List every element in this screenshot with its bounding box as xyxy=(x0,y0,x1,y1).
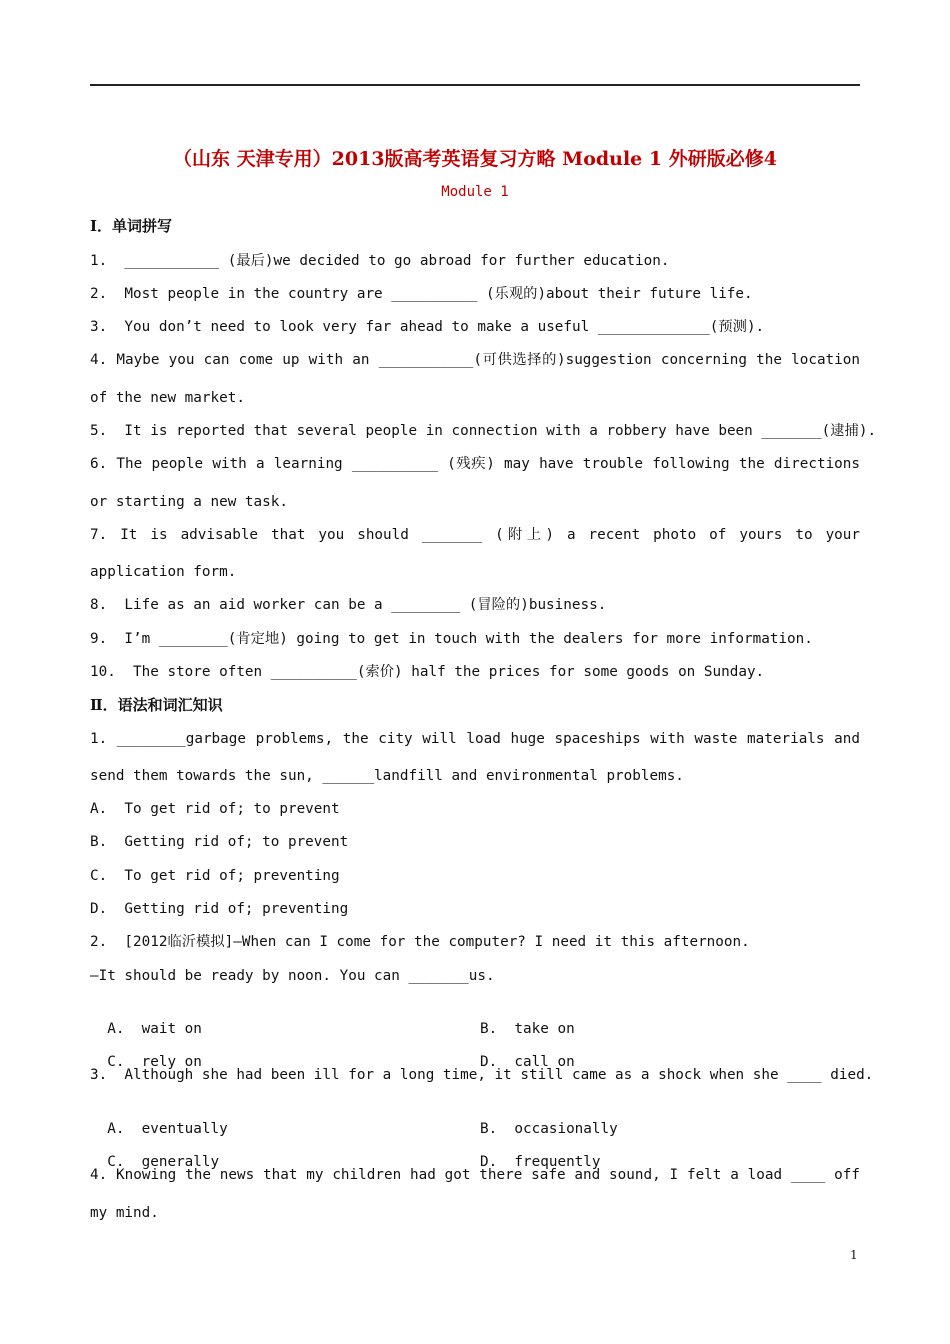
question-line: 1. ________garbage problems, the city will load huge spaceships with waste materials and xyxy=(90,731,860,747)
option-b: B. Getting rid of; to prevent xyxy=(90,834,349,850)
page-title: （山东 天津专用）2013版高考英语复习方略 Module 1 外研版必修4 xyxy=(173,148,777,170)
question-line: 9. I’m ________(肯定地) going to get in touch with the dealers for more information. xyxy=(90,631,813,647)
section-heading-vocabulary: Ⅰ．单词拼写 xyxy=(90,217,173,235)
option-c: C. generally xyxy=(107,1154,220,1170)
question-line: 4. Maybe you can come up with an ___________(可供选择的)suggestion concerning the location xyxy=(90,352,860,368)
option-a: A. wait on xyxy=(107,1021,202,1037)
page-subtitle: Module 1 xyxy=(441,184,509,200)
option-d: D. call on xyxy=(480,1054,575,1070)
question-line: 10. The store often __________(索价) half the prices for some goods on Sunday. xyxy=(90,664,765,680)
question-line: 8. Life as an aid worker can be a ________ (冒险的)business. xyxy=(90,597,607,613)
option-d: D. Getting rid of; preventing xyxy=(90,901,349,917)
question-line: 7. It is advisable that you should _______ (附上) a recent photo of yours to your xyxy=(90,527,860,543)
section-heading-grammar: Ⅱ．语法和词汇知识 xyxy=(90,696,223,714)
question-line: 4. Knowing the news that my children had got there safe and sound, I felt a load ____ off xyxy=(90,1167,860,1183)
option-a: A. To get rid of; to prevent xyxy=(90,801,340,817)
option-d: D. frequently xyxy=(480,1154,601,1170)
question-line: my mind. xyxy=(90,1205,159,1221)
question-line: of the new market. xyxy=(90,390,245,406)
header-rule xyxy=(90,84,860,86)
option-a: A. eventually xyxy=(107,1121,228,1137)
question-line: send them towards the sun, ______landfill and environmental problems. xyxy=(90,768,684,784)
option-c: C. rely on xyxy=(107,1054,202,1070)
question-line: 2. Most people in the country are __________ (乐观的)about their future life. xyxy=(90,286,753,302)
option-b: B. occasionally xyxy=(480,1121,618,1137)
question-line: 5. It is reported that several people in connection with a robbery have been _______(逮捕). xyxy=(90,423,877,439)
question-line: or starting a new task. xyxy=(90,494,288,510)
question-line: 1. ___________ (最后)we decided to go abroad for further education. xyxy=(90,253,670,269)
question-line: 2. [2012临沂模拟]—When can I come for the computer? I need it this afternoon. xyxy=(90,934,750,950)
option-c: C. To get rid of; preventing xyxy=(90,868,340,884)
page-number: 1 xyxy=(850,1248,858,1262)
question-line: —It should be ready by noon. You can _______us. xyxy=(90,968,495,984)
question-line: application form. xyxy=(90,564,237,580)
option-b: B. take on xyxy=(480,1021,575,1037)
question-line: 6. The people with a learning __________ (残疾) may have trouble following the directions xyxy=(90,456,860,472)
question-line: 3. Although she had been ill for a long time, it still came as a shock when she ____ died. xyxy=(90,1067,874,1083)
question-line: 3. You don’t need to look very far ahead to make a useful _____________(预测). xyxy=(90,319,765,335)
